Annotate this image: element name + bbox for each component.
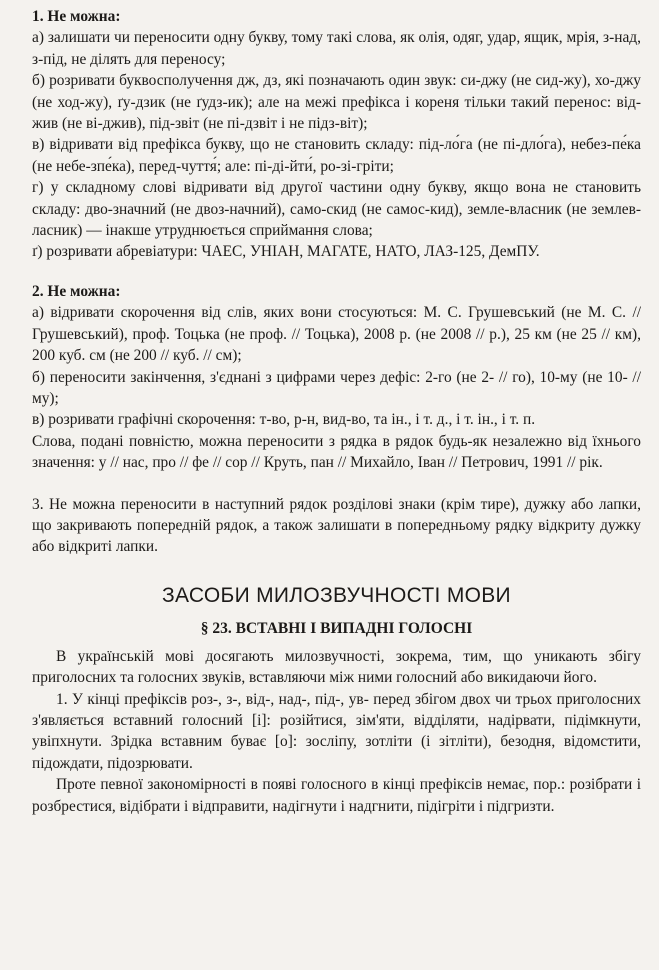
spacer [32, 263, 641, 281]
section-paragraph-1: 1. У кінці префіксів роз-, з-, від-, над-, під-, ув- перед збігом двох чи трьох приголосних з'являється вставний голосний [і]: розійтися, зім'яти, відділяти, надірвати, підімкнути, увіпхнути. Зрідка вставним буває [о]: зосліпу, зотліти (і зітліти), безодня, відомстити, підождати, підозрювати. [32, 690, 641, 772]
section-paragraph-2: Проте певної закономірності в появі голосного в кінці префіксів немає, пор.: розібрати і розбрестися, відібрати і відправити, надігнути і надгнити, підігріти і підгризти. [32, 776, 641, 815]
subsection-title: § 23. ВСТАВНІ І ВИПАДНІ ГОЛОСНІ [200, 619, 473, 637]
rule2-heading: 2. Не можна: [32, 282, 121, 300]
rule2-item-v: в) розривати графічні скорочення: т-во, р-н, вид-во, та ін., і т. д., і т. ін., і т. п. [32, 411, 536, 429]
spacer [32, 474, 641, 494]
rule1-item-g: г) у складному слові відривати від другої частини одну букву, якщо вона не становить складу: дво-значний (не двоз-начний), само-скид (не самос-кид), земле-власник (не землев-ласник) — інакше утруднюється сприймання слова; [32, 179, 641, 240]
rule2-item-b: б) переносити закінчення, з'єднані з цифрами через дефіс: 2-го (не 2- // го), 10-му (не 10- // му); [32, 368, 641, 407]
rule2-note: Слова, подані повністю, можна переносити з рядка в рядок будь-як незалежно від їхнього значення: у // нас, про // фе // сор // Круть, пан // Михайло, Іван // Петрович, 1991 // рік. [32, 432, 641, 472]
rule1-item-a: а) залишати чи переносити одну букву, тому такі слова, як олія, одяг, удар, ящик, мрія, з-над, з-під, не ділять для переносу; [32, 29, 641, 68]
rule1-item-b: б) розривати буквосполучення дж, дз, які позначають один звук: си-джу (не сид-жу), хо-джу (не ход-жу), ґу-дзик (не ґудз-ик); але на межі префікса і кореня тільки такий перенос: від-жив (не ві-джив), під-звіт (не пі-дзвіт і не підз-віт); [32, 72, 641, 133]
section-intro: В українській мові досягають милозвучності, зокрема, тим, що уникають збігу приголосних та голосних звуків, вставляючи між ними голосний або викидаючи його. [32, 647, 641, 687]
rule2-item-a: а) відривати скорочення від слів, яких вони стосуються: М. С. Грушевський (не М. С. // Грушевський), проф. Тоцька (не проф. // Тоцька), 2008 р. (не 2008 // р.), 25 км (не 25 // км), 200 куб. см (не 200 // куб. // см); [32, 304, 641, 365]
rule1-heading: 1. Не можна: [32, 8, 121, 25]
section-title: ЗАСОБИ МИЛОЗВУЧНОСТІ МОВИ [162, 583, 511, 607]
rule1-item-gg: ґ) розривати абревіатури: ЧАЕС, УНІАН, МАГАТЕ, НАТО, ЛАЗ-125, ДемПУ. [32, 243, 540, 261]
rule3-text: 3. Не можна переносити в наступний рядок розділові знаки (крім тире), дужку або лапки, що закривають попередній рядок, а також залишати в попередньому рядку відкриту дужку або відкриті лапки. [32, 495, 641, 556]
rule1-item-v: в) відривати від префікса букву, що не становить складу: під-ло́га (не пі-дло́га), небез-пе́ка (не небе-зпе́ка), перед-чуття́; але: пі-ді-йти́, ро-зі-гріти; [32, 136, 641, 175]
